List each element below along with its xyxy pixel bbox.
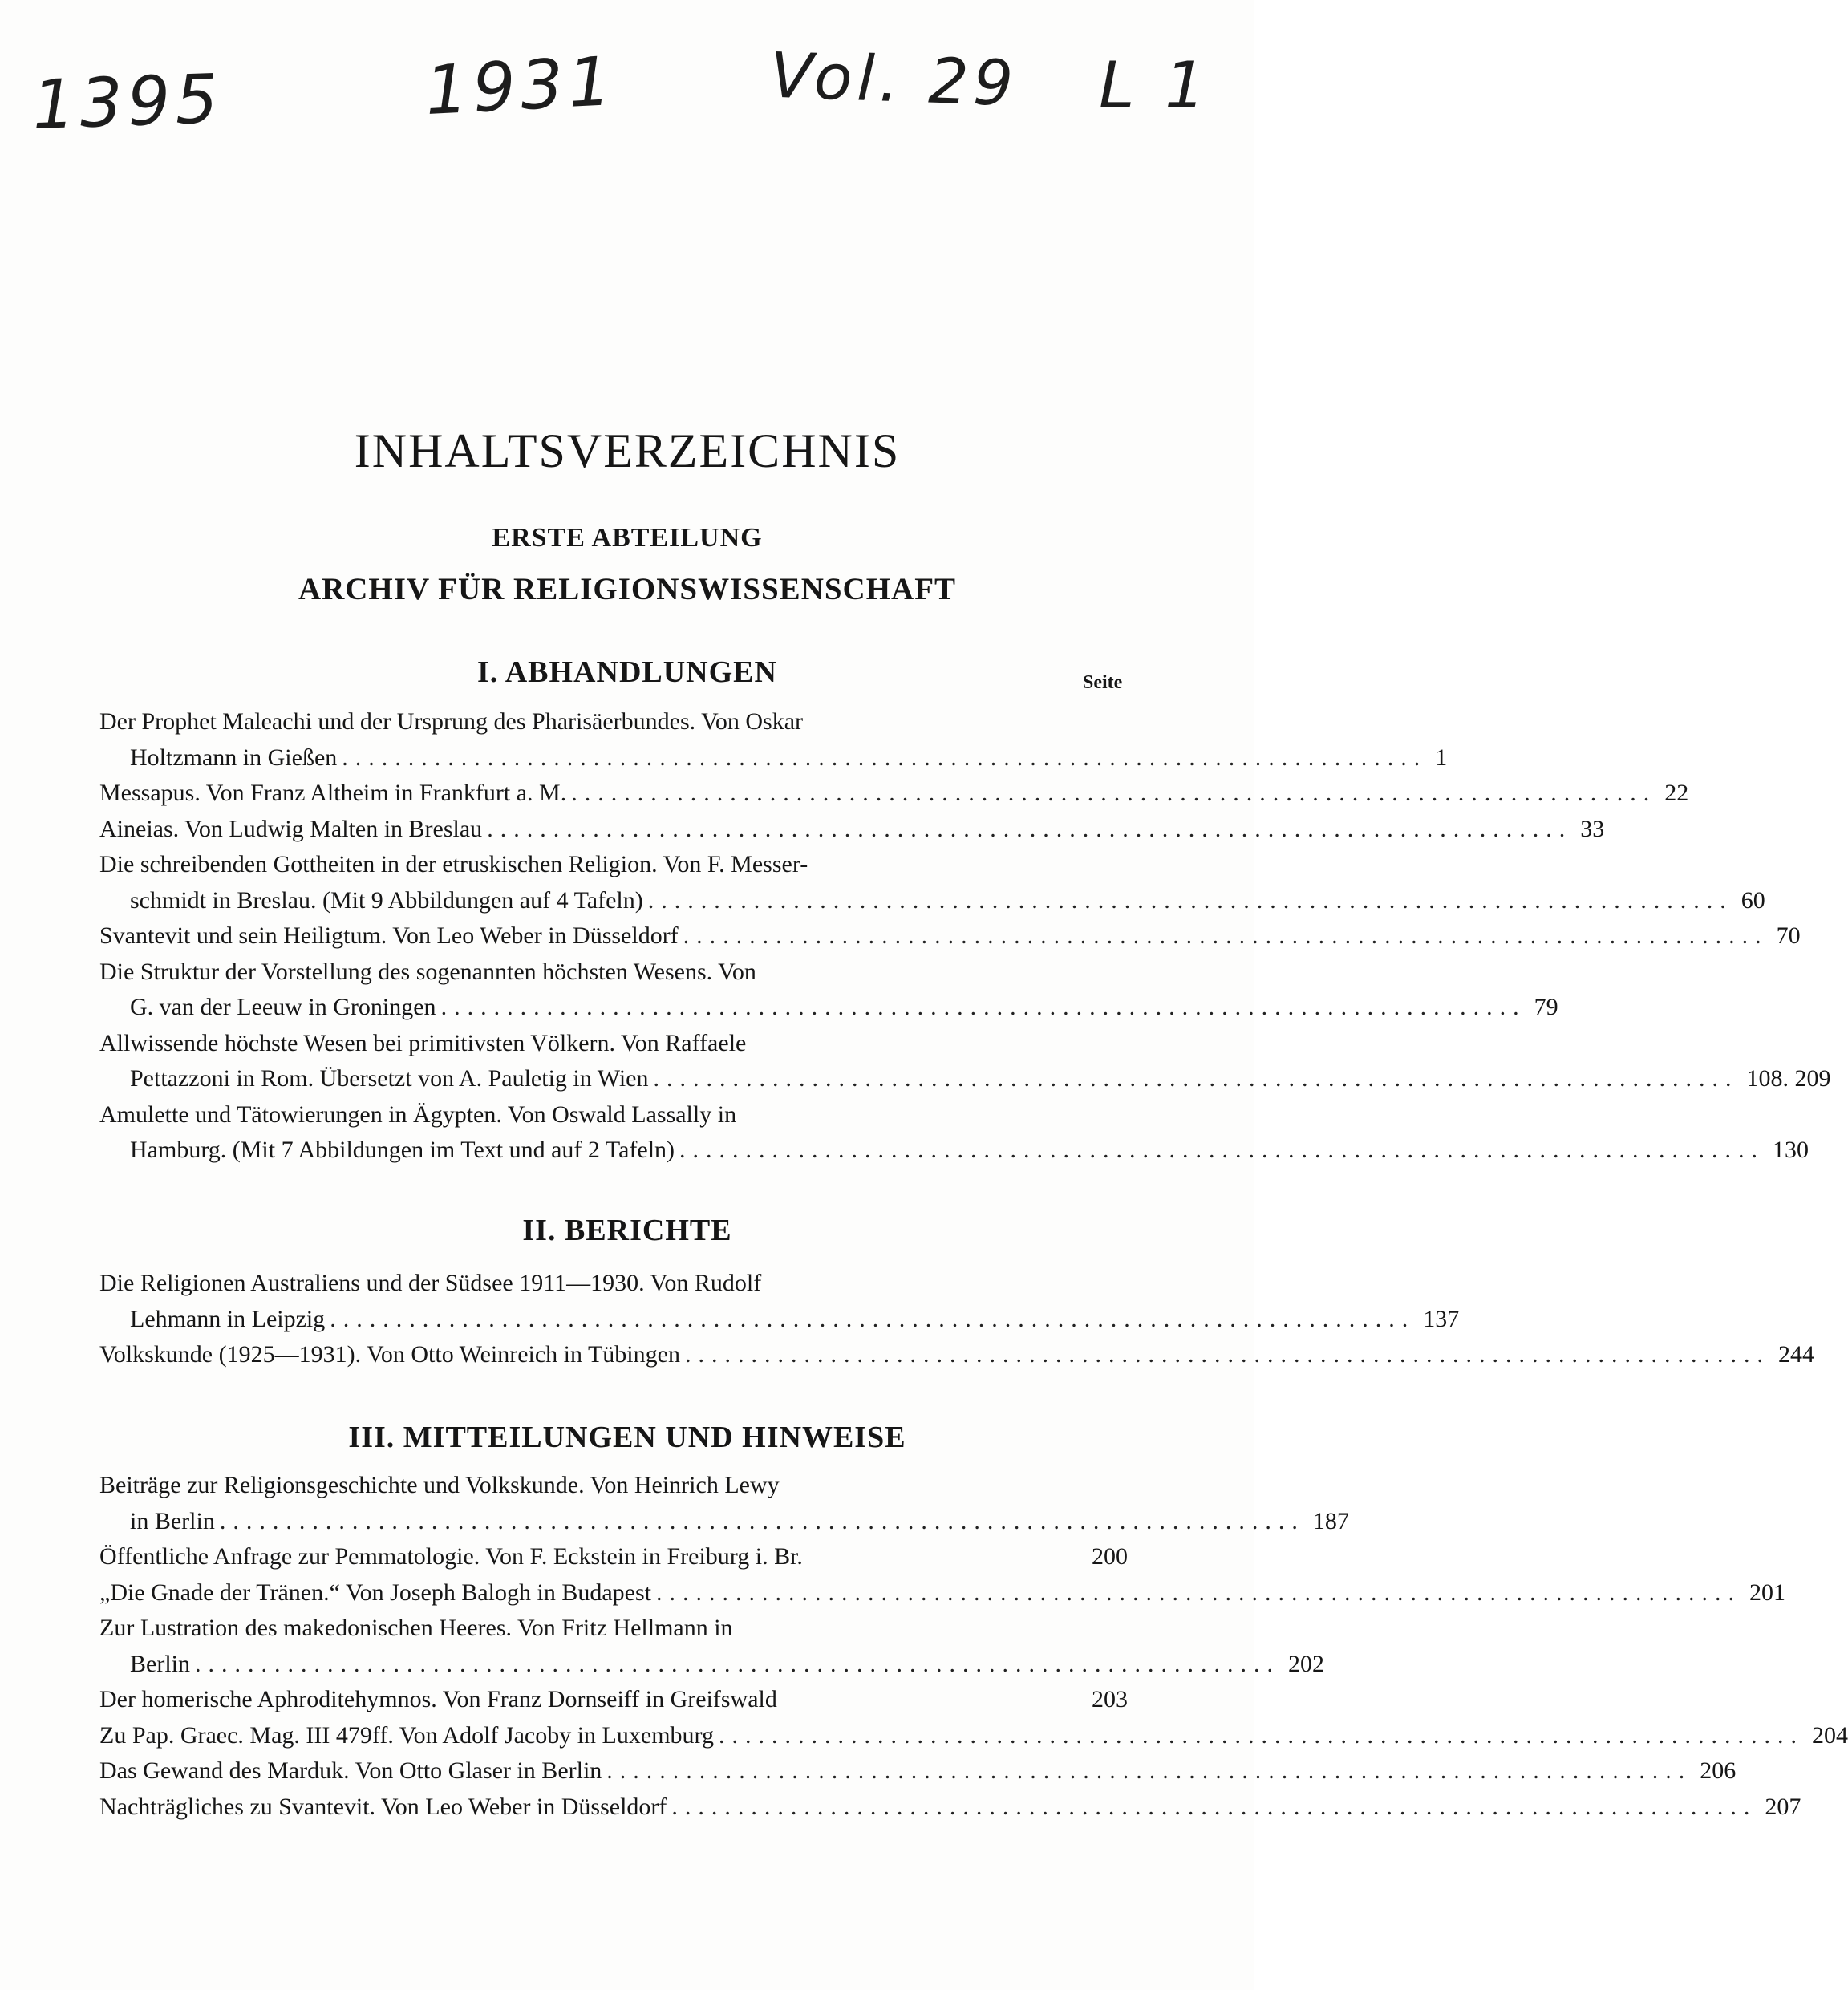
toc-entry-line: Messapus. Von Franz Altheim in Frankfurt a. M. xyxy=(99,780,567,806)
toc-entry xyxy=(99,1575,1785,1611)
toc-entry xyxy=(99,776,1689,812)
leader-dots: .................................................................................. xyxy=(671,1793,1757,1820)
toc-entry-line: Die schreibenden Gottheiten in der etruskischen Religion. Von F. Messer- xyxy=(99,851,808,877)
toc-entry-line: Berlin xyxy=(130,1650,190,1677)
toc-entry-line: Zu Pap. Graec. Mag. III 479ff. Von Adolf Jacoby in Luxemburg xyxy=(99,1721,714,1749)
page-number: 203 xyxy=(1092,1686,1128,1712)
leader-dots: .................................................................................. xyxy=(219,1507,1305,1534)
leader-dots: .................................................................................. xyxy=(683,922,1769,949)
toc-entry-line: Volkskunde (1925—1931). Von Otto Weinreich in Tübingen xyxy=(99,1341,680,1368)
toc-entry-line: Die Struktur der Vorstellung des sogenannten höchsten Wesens. Von xyxy=(99,958,756,985)
page-number: 60 xyxy=(1741,886,1765,914)
toc-entry-line: Der homerische Aphroditehymnos. Von Franz Dornseiff in Greifswald xyxy=(99,1686,777,1712)
handwritten-note: Vol. 29 xyxy=(768,39,1019,121)
leader-dots: .................................................................................. xyxy=(684,1341,1770,1368)
leader-dots: .................................................................................. xyxy=(571,780,1657,806)
toc-entry-line: Allwissende höchste Wesen bei primitivsten Völkern. Von Raffaele xyxy=(99,1029,747,1056)
toc-entry-line: Svantevit und sein Heiligtum. Von Leo Weber in Düsseldorf xyxy=(99,922,679,949)
page-number: 201 xyxy=(1749,1579,1785,1606)
toc-entry-line: Holtzmann in Gießen xyxy=(130,744,338,771)
page-number: 206 xyxy=(1700,1757,1737,1784)
toc-entry-line: in Berlin xyxy=(130,1507,215,1534)
leader-dots: .................................................................................. xyxy=(342,744,1428,771)
handwritten-note: L 1 xyxy=(1099,48,1210,123)
leader-dots: .................................................................................. xyxy=(487,815,1573,842)
page-number: 70 xyxy=(1776,922,1801,949)
page-title: INHALTSVERZEICHNIS xyxy=(354,424,901,477)
toc-entry-line: Aineias. Von Ludwig Malten in Breslau xyxy=(99,815,483,842)
toc-entry-line: Beiträge zur Religionsgeschichte und Volkskunde. Von Heinrich Lewy xyxy=(99,1472,780,1498)
toc-entry-line: Die Religionen Australiens und der Südsee 1911—1930. Von Rudolf xyxy=(99,1270,762,1296)
leader-dots: .................................................................................. xyxy=(606,1757,1692,1784)
toc-entry-line: Amulette und Tätowierungen in Ägypten. Von Oswald Lassally in xyxy=(99,1100,737,1128)
toc-entry-line: „Die Gnade der Tränen.“ Von Joseph Balogh in Budapest xyxy=(99,1579,651,1606)
toc-entry xyxy=(99,1337,1814,1373)
toc-entry-line: Der Prophet Maleachi und der Ursprung des Pharisäerbundes. Von Oskar xyxy=(99,708,804,735)
toc-entry xyxy=(99,1611,1324,1682)
leader-dots: .................................................................................. xyxy=(679,1137,1765,1163)
toc-entry xyxy=(99,1539,1128,1575)
toc-entry xyxy=(99,1718,1848,1754)
toc-entry xyxy=(99,1266,1460,1337)
toc-entry xyxy=(99,1682,1128,1718)
page-number: 108. 209 xyxy=(1746,1065,1831,1092)
toc-entry-line: Lehmann in Leipzig xyxy=(130,1305,326,1332)
toc-entry xyxy=(99,1097,1810,1169)
leader-dots: .................................................................................. xyxy=(440,994,1526,1020)
page-number: 137 xyxy=(1423,1305,1460,1332)
leader-dots: .................................................................................. xyxy=(653,1065,1739,1092)
page-number: 130 xyxy=(1773,1137,1810,1163)
page-number: 187 xyxy=(1312,1507,1349,1534)
page-number: 207 xyxy=(1765,1793,1801,1820)
section-heading: I. ABHANDLUNGEN xyxy=(477,655,777,689)
toc-entry xyxy=(99,812,1605,848)
toc-entry-line: Hamburg. (Mit 7 Abbildungen im Text und auf 2 Tafeln) xyxy=(130,1137,675,1163)
division-heading: ERSTE ABTEILUNG xyxy=(492,523,763,553)
handwritten-note: 1395 xyxy=(30,59,225,145)
toc-entry xyxy=(99,704,1448,776)
leader-dots: .................................................................................. xyxy=(718,1721,1804,1749)
leader-dots xyxy=(777,1682,1084,1718)
page-number: 22 xyxy=(1664,780,1689,806)
leader-dots xyxy=(803,1539,1084,1575)
leader-dots: .................................................................................. xyxy=(330,1305,1416,1332)
page-column-label: Seite xyxy=(1083,672,1123,693)
handwritten-note: 1931 xyxy=(423,41,618,131)
toc-entry-line: schmidt in Breslau. (Mit 9 Abbildungen auf 4 Tafeln) xyxy=(130,886,643,914)
toc-entry xyxy=(99,1468,1349,1539)
toc-entry-line: G. van der Leeuw in Groningen xyxy=(130,994,436,1020)
page-number: 204 xyxy=(1811,1721,1848,1749)
toc-entry xyxy=(99,954,1558,1026)
page-number: 79 xyxy=(1534,994,1558,1020)
toc-entry-line: Öffentliche Anfrage zur Pemmatologie. Von F. Eckstein in Freiburg i. Br. xyxy=(99,1543,803,1570)
journal-title: ARCHIV FÜR RELIGIONSWISSENSCHAFT xyxy=(298,572,957,606)
toc-list xyxy=(99,704,1831,1169)
page-number: 33 xyxy=(1580,815,1605,842)
toc-entry xyxy=(99,918,1801,954)
toc-list xyxy=(99,1266,1814,1373)
page-number: 1 xyxy=(1435,744,1448,771)
toc-entry-line: Das Gewand des Marduk. Von Otto Glaser in Berlin xyxy=(99,1757,602,1784)
leader-dots: .................................................................................. xyxy=(195,1650,1280,1677)
page-number: 200 xyxy=(1092,1543,1128,1570)
leader-dots: .................................................................................. xyxy=(655,1579,1741,1606)
toc-list xyxy=(99,1468,1848,1825)
toc-entry-line: Pettazzoni in Rom. Übersetzt von A. Pauletig in Wien xyxy=(130,1065,649,1092)
toc-entry xyxy=(99,1026,1831,1097)
toc-entry-line: Zur Lustration des makedonischen Heeres. Von Fritz Hellmann in xyxy=(99,1615,733,1641)
toc-entry xyxy=(99,1753,1737,1789)
page-number: 244 xyxy=(1777,1341,1814,1368)
section-heading: III. MITTEILUNGEN UND HINWEISE xyxy=(348,1421,906,1454)
toc-entry xyxy=(99,847,1765,918)
page-number: 202 xyxy=(1288,1650,1324,1677)
section-heading: II. BERICHTE xyxy=(522,1214,732,1247)
toc-entry xyxy=(99,1789,1801,1826)
leader-dots: .................................................................................. xyxy=(647,886,1733,914)
toc-entry-line: Nachträgliches zu Svantevit. Von Leo Weber in Düsseldorf xyxy=(99,1793,667,1820)
